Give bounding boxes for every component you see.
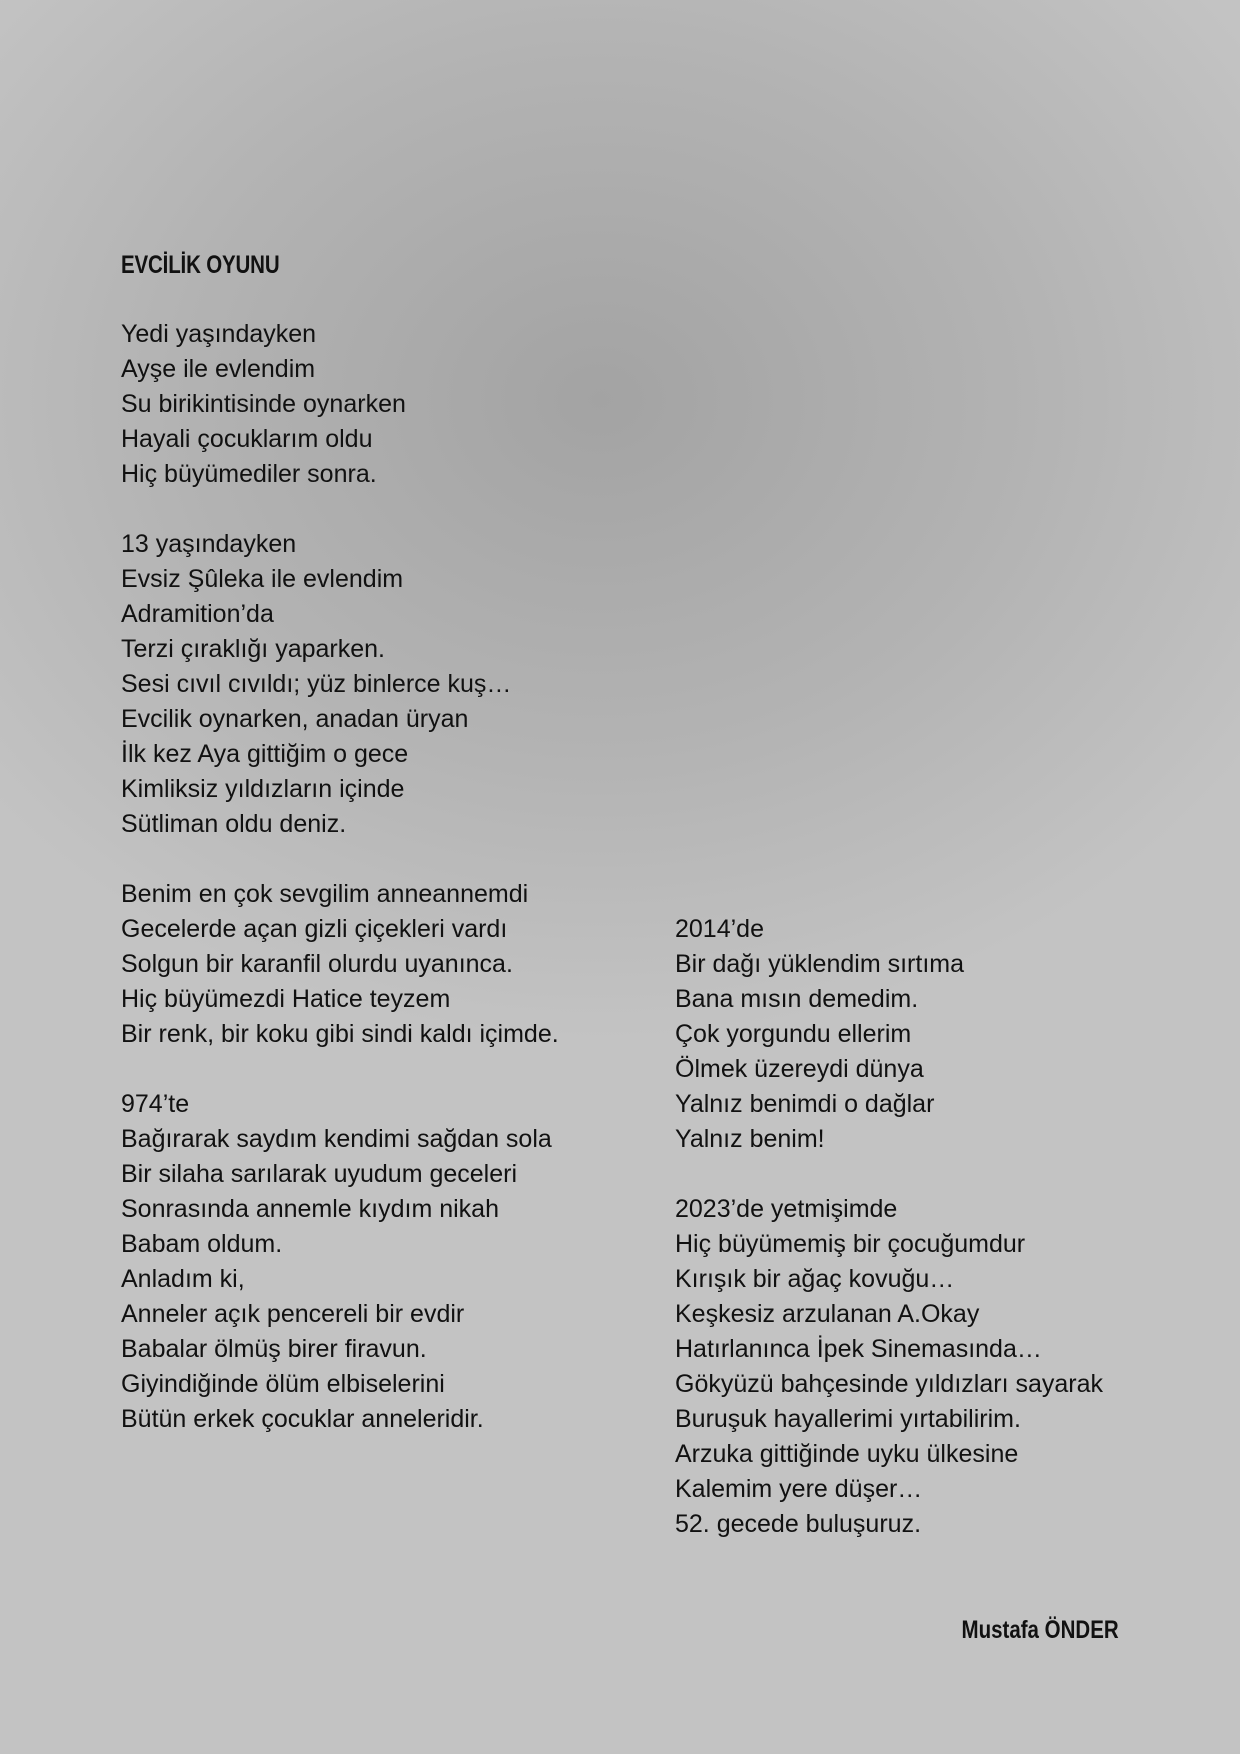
poem-line: Yalnız benimdi o dağlar <box>675 1090 935 1118</box>
poem-line: Sesi cıvıl cıvıldı; yüz binlerce kuş… <box>121 670 512 698</box>
stanza <box>675 912 1175 1157</box>
stanza <box>121 317 641 492</box>
poem-line: Bir renk, bir koku gibi sindi kaldı içimde. <box>121 1020 559 1048</box>
poem-line: 974’te <box>121 1090 190 1118</box>
poem-right-column <box>675 912 1175 1577</box>
poem-line: Sütliman oldu deniz. <box>121 810 347 838</box>
poem-line: Buruşuk hayallerimi yırtabilirim. <box>675 1405 1021 1433</box>
poem-line: Babam oldum. <box>121 1230 283 1258</box>
poem-line: Çok yorgundu ellerim <box>675 1020 912 1048</box>
poem-line: Adramition’da <box>121 600 274 628</box>
poem-line: Kalemim yere düşer… <box>675 1475 923 1503</box>
poem-line: Bağırarak saydım kendimi sağdan sola <box>121 1125 552 1153</box>
poem-line: Benim en çok sevgilim anneannemdi <box>121 880 529 908</box>
poem-line: Ölmek üzereydi dünya <box>675 1055 924 1083</box>
poem-line: Keşkesiz arzulanan A.Okay <box>675 1300 980 1328</box>
stanza <box>121 527 641 842</box>
poem-line: Yalnız benim! <box>675 1125 825 1153</box>
poem-line: Gökyüzü bahçesinde yıldızları sayarak <box>675 1370 1103 1398</box>
poem-line: Hiç büyümediler sonra. <box>121 460 377 488</box>
author-signature: Mustafa ÖNDER <box>961 1616 1119 1644</box>
poem-line: Evsiz Şûleka ile evlendim <box>121 565 404 593</box>
poem-line: İlk kez Aya gittiğim o gece <box>121 740 409 768</box>
poem-left-column <box>121 317 641 1472</box>
poem-line: 52. gecede buluşuruz. <box>675 1510 922 1538</box>
poem-line: Hiç büyümezdi Hatice teyzem <box>121 985 451 1013</box>
poem-line: Arzuka gittiğinde uyku ülkesine <box>675 1440 1019 1468</box>
poem-line: 2023’de yetmişimde <box>675 1195 898 1223</box>
poem-line: Solgun bir karanfil olurdu uyanınca. <box>121 950 513 978</box>
poem-line: Anneler açık pencereli bir evdir <box>121 1300 465 1328</box>
poem-line: Bir dağı yüklendim sırtıma <box>675 950 964 978</box>
stanza <box>121 877 641 1052</box>
stanza <box>675 1192 1175 1542</box>
poem-line: Evcilik oynarken, anadan üryan <box>121 705 469 733</box>
poem-line: Gecelerde açan gizli çiçekleri vardı <box>121 915 508 943</box>
poem-line: Sonrasında annemle kıydım nikah <box>121 1195 499 1223</box>
poem-line: Bütün erkek çocuklar anneleridir. <box>121 1405 484 1433</box>
poem-line: Anladım ki, <box>121 1265 245 1293</box>
stanza <box>121 1087 641 1437</box>
poem-line: Hatırlanınca İpek Sinemasında… <box>675 1335 1042 1363</box>
poem-line: Giyindiğinde ölüm elbiselerini <box>121 1370 445 1398</box>
poem-line: Bana mısın demedim. <box>675 985 919 1013</box>
poem-line: Su birikintisinde oynarken <box>121 390 406 418</box>
poem-line: Hayali çocuklarım oldu <box>121 425 373 453</box>
poem-line: Kimliksiz yıldızların içinde <box>121 775 405 803</box>
poem-line: 13 yaşındayken <box>121 530 297 558</box>
poem-line: Kırışık bir ağaç kovuğu… <box>675 1265 955 1293</box>
poem-line: Ayşe ile evlendim <box>121 355 316 383</box>
poem-line: Bir silaha sarılarak uyudum geceleri <box>121 1160 518 1188</box>
poem-line: 2014’de <box>675 915 764 943</box>
poem-line: Babalar ölmüş birer firavun. <box>121 1335 427 1363</box>
poem-title: EVCİLİK OYUNU <box>121 251 280 279</box>
poem-line: Yedi yaşındayken <box>121 320 317 348</box>
poem-line: Terzi çıraklığı yaparken. <box>121 635 385 663</box>
poem-line: Hiç büyümemiş bir çocuğumdur <box>675 1230 1026 1258</box>
